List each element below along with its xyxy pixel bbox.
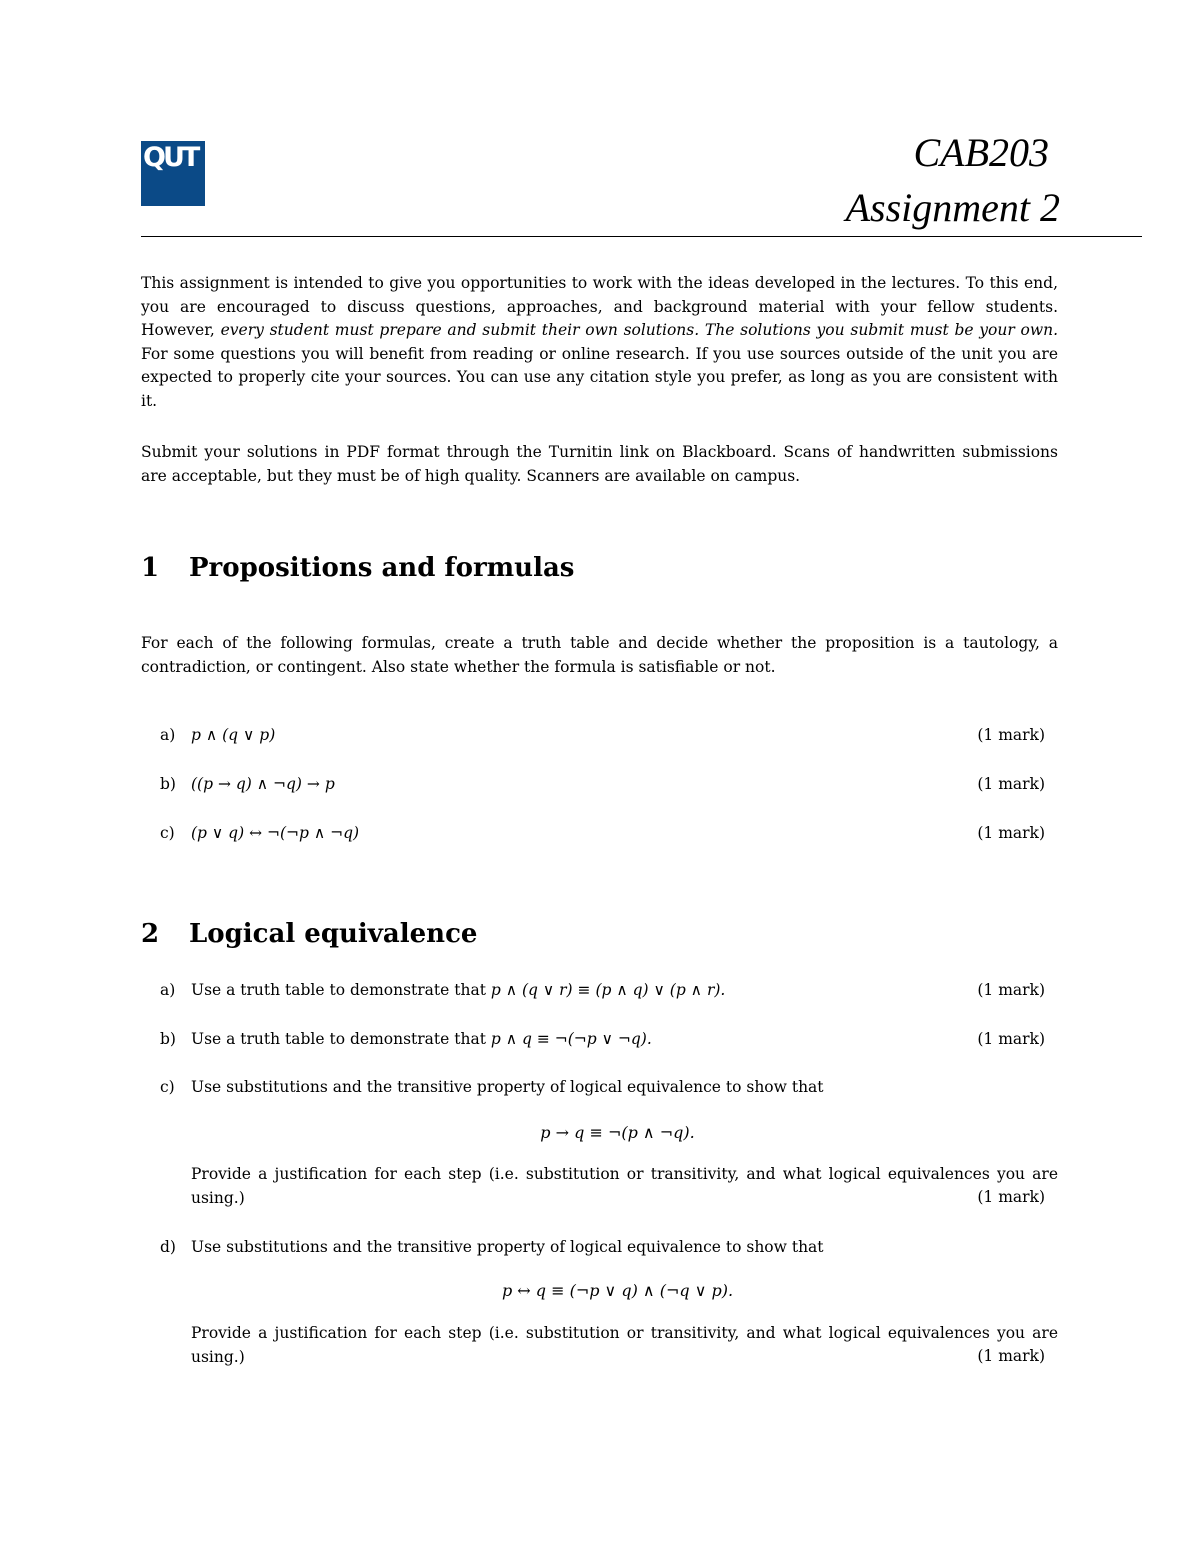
question-text: Use a truth table to demonstrate that [191,1030,491,1048]
question-formula: ((p → q) ∧ ¬q) → p [191,775,335,793]
question-formula: p ∧ (q ∨ r) ≡ (p ∧ q) ∨ (p ∧ r). [490,981,726,999]
question-label: a) [160,726,176,744]
intro-paragraph [141,272,1058,413]
question-text: Use substitutions and the transitive property of logical equivalence to show that [191,1238,824,1256]
question-mark: (1 mark) [977,775,1045,793]
question-text: Use a truth table to demonstrate that [191,981,491,999]
logo-text: QUT [143,142,198,173]
section-1-number: 1 [141,553,160,583]
intro-emphasis: every student must prepare and submit their own solutions. The solutions you submit must be your own. [220,321,1059,339]
intro-text-start: This assignment is intended to give you opportunities to work with the ideas developed in the lectures. To this end, you are encouraged to discuss questions, approaches, and background material with your fellow students. However, [141,274,1058,339]
section-2-heading [141,918,477,950]
question-2d-display-formula: p ↔ q ≡ (¬p ∨ q) ∧ (¬q ∨ p). [501,1281,734,1300]
question-label: c) [160,824,175,842]
intro-text-end: For some questions you will benefit from reading or online research. If you use sources outside of the unit you are expected to properly cite your sources. You can use any citation style you prefer, as long as you are consistent with it. [141,344,1058,410]
question-formula: p ∧ q ≡ ¬(¬p ∨ ¬q). [490,1030,652,1048]
question-mark: (1 mark) [977,726,1045,744]
question-mark: (1 mark) [977,1030,1045,1048]
section-1-instructions: For each of the following formulas, create a truth table and decide whether the proposition is a tautology, a contradiction, or contingent. Also state whether the formula is satisfiable or not. [141,634,1058,676]
question-content [191,1028,652,1052]
question-text: Use substitutions and the transitive property of logical equivalence to show that [191,1078,824,1096]
section-2-number: 2 [141,919,160,949]
section-1-heading [141,552,574,584]
qut-logo [141,141,205,206]
question-2d-justification: Provide a justification for each step (i.e. substitution or transitivity, and what logical equivalences you are using.) [191,1324,1058,1366]
section-2-title: Logical equivalence [189,919,478,949]
question-2d-mark: (1 mark) [977,1347,1045,1365]
question-label: b) [160,1030,176,1048]
question-2c-justification: Provide a justification for each step (i.e. substitution or transitivity, and what logical equivalences you are using.) [191,1165,1058,1207]
question-mark: (1 mark) [977,981,1045,999]
section-1-title: Propositions and formulas [189,553,575,583]
course-code: CAB203 [913,130,1049,175]
question-formula: (p ∨ q) ↔ ¬(¬p ∧ ¬q) [191,824,360,842]
assignment-title: Assignment 2 [845,185,1060,230]
question-content [191,979,725,1003]
question-label: c) [160,1078,175,1096]
question-2c-mark: (1 mark) [977,1188,1045,1206]
question-mark: (1 mark) [977,824,1045,842]
question-label: b) [160,775,176,793]
question-label: a) [160,981,176,999]
question-2c-display-formula: p → q ≡ ¬(p ∧ ¬q). [540,1123,695,1142]
question-formula: p ∧ (q ∨ p) [191,726,276,744]
header-divider [141,236,1142,237]
question-label: d) [160,1238,176,1256]
submission-paragraph: Submit your solutions in PDF format through the Turnitin link on Blackboard. Scans of handwritten submissions are acceptable, but they must be of high quality. Scanners are available on campus. [141,443,1058,485]
